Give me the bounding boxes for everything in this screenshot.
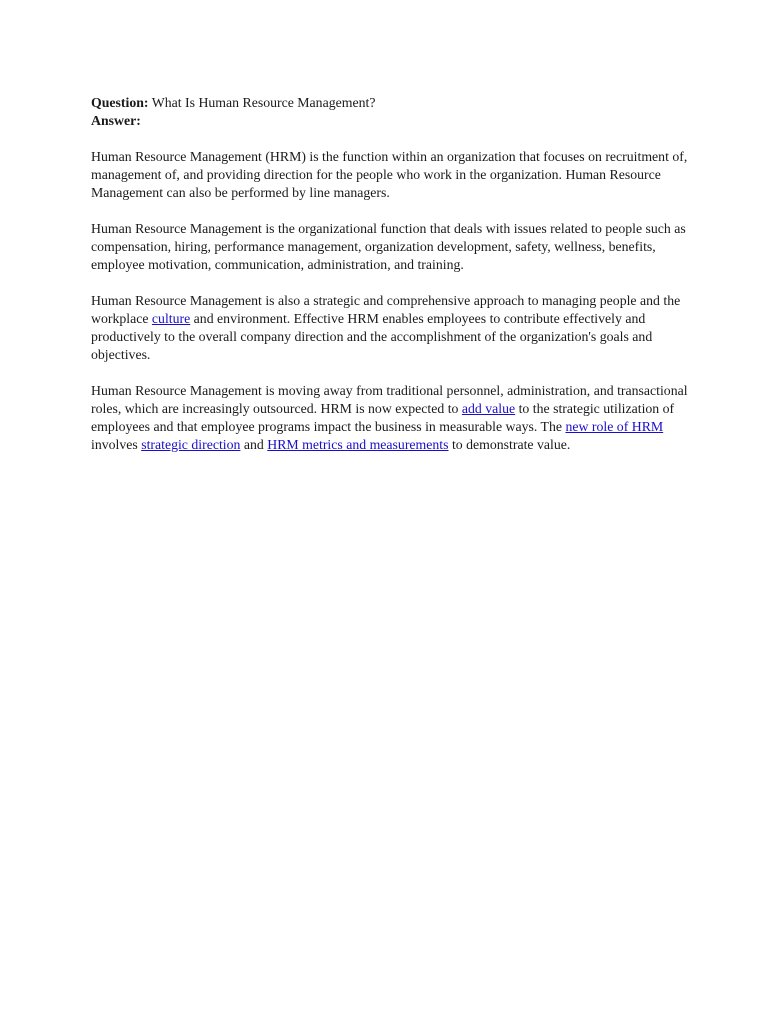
- document-page: [91, 94, 691, 454]
- culture-link[interactable]: culture: [151, 311, 191, 326]
- strategic-direction-link[interactable]: strategic direction: [141, 437, 241, 452]
- add-value-link[interactable]: add value: [461, 401, 516, 416]
- question-label: Question:: [91, 95, 149, 110]
- question-line: [91, 94, 691, 112]
- paragraph-3-text-a: Human Resource Management is also a strategic and comprehensive approach to managing people and the workplace: [91, 293, 681, 326]
- paragraph-3: [91, 292, 691, 364]
- paragraph-4-text-b: to the strategic utilization of employees and that employee programs impact the business in measurable ways. The: [91, 401, 675, 434]
- paragraph-4-text-e: to demonstrate value.: [448, 437, 571, 452]
- question-text: What Is Human Resource Management?: [151, 95, 376, 110]
- paragraph-3-text-b: and environment. Effective HRM enables employees to contribute effectively and productively to the overall company direction and the accomplishment of the organization's goals and objectives.: [91, 311, 653, 362]
- paragraph-1: Human Resource Management (HRM) is the function within an organization that focuses on recruitment of, management of, and providing direction for the people who work in the organization. Human Resource Management can also be performed by line managers.: [91, 149, 688, 200]
- paragraph-4-text-c: involves: [91, 437, 142, 452]
- paragraph-4-text-d: and: [240, 437, 268, 452]
- paragraph-4-text-a: Human Resource Management is moving away from traditional personnel, administration, and transactional roles, which are increasingly outsourced. HRM is now expected to: [91, 383, 688, 416]
- new-role-of-hrm-link[interactable]: new role of HRM: [565, 419, 664, 434]
- paragraph-4: [91, 382, 691, 454]
- hrm-metrics-link[interactable]: HRM metrics and measurements: [267, 437, 449, 452]
- paragraph-2: Human Resource Management is the organizational function that deals with issues related to people such as compensation, hiring, performance management, organization development, safety, wellness, benefits, employee motivation, communication, administration, and training.: [91, 221, 686, 272]
- answer-label: Answer:: [91, 113, 141, 128]
- answer-line: [91, 112, 691, 130]
